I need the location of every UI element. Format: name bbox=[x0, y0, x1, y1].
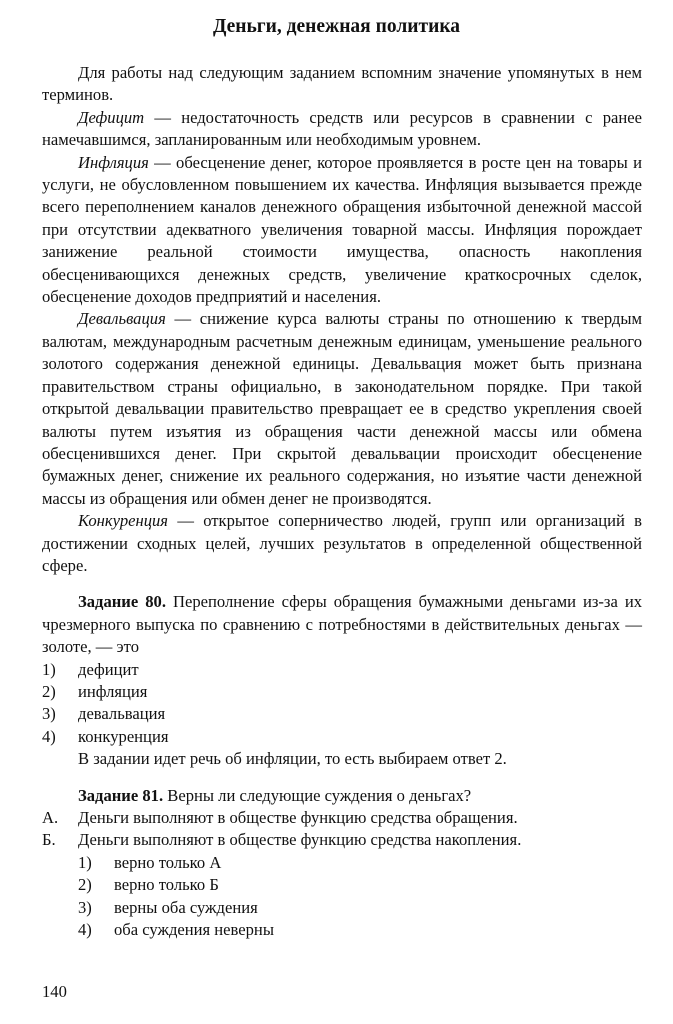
option-text: оба суждения неверны bbox=[114, 920, 274, 940]
task-81 bbox=[42, 785, 642, 942]
task-81-statements bbox=[42, 807, 642, 852]
option-item bbox=[42, 659, 642, 681]
term-paragraph-competition bbox=[42, 510, 642, 577]
option-item bbox=[78, 874, 642, 896]
option-text: верны оба суждения bbox=[114, 897, 258, 917]
option-item bbox=[42, 726, 642, 748]
term-definition: — недостаточность средств или ресурсов в сравнении с ранее намечавшимся, запланированным или необходимым уровнем. bbox=[42, 107, 642, 150]
term-name: Девальвация bbox=[78, 309, 166, 329]
page-number: 140 bbox=[42, 982, 67, 1001]
statement-item bbox=[42, 807, 642, 829]
option-number: 2) bbox=[42, 681, 56, 701]
task-80-options bbox=[42, 659, 642, 749]
task-question-text: Переполнение сферы обращения бумажными деньгами из-за их чрезмерного выпуска по сравнению с потребностями в действительных деньгах — золоте, — это bbox=[42, 592, 643, 657]
task-80 bbox=[42, 591, 642, 770]
option-text: верно только А bbox=[114, 852, 222, 872]
task-label: Задание 81. bbox=[78, 785, 164, 805]
term-definition: — открытое соперничество людей, групп или организаций в достижении сходных целей, лучших результатов в определенной общественной сфере. bbox=[42, 511, 642, 575]
term-paragraph-inflation bbox=[42, 152, 642, 309]
statement-letter: Б. bbox=[42, 830, 56, 850]
statement-text: Деньги выполняют в обществе функцию средства обращения. bbox=[78, 808, 518, 827]
term-name: Дефицит bbox=[78, 107, 145, 127]
option-text: девальвация bbox=[78, 704, 166, 724]
option-number: 1) bbox=[42, 659, 56, 679]
page-title: Деньги, денежная политика bbox=[212, 16, 461, 37]
page-body bbox=[42, 62, 642, 941]
option-text: дефицит bbox=[78, 659, 139, 679]
option-text: инфляция bbox=[78, 681, 148, 701]
task-label: Задание 80. bbox=[78, 592, 166, 612]
task-80-answer: В задании идет речь об инфляции, то есть выбираем ответ 2. bbox=[78, 749, 507, 769]
term-definition: — снижение курса валюты страны по отношению к твердым валютам, международным расчетным денежным единицам, уменьшение реального золотого содержания денежной единицы. Девальвация может быть признана правительством страны официально, в законодательном порядке. При такой открытой девальвации правительство превращает ее в средство укрепления своей валюты путем изъятия из обращения части денежной массы или обмена обесценившихся денег. При скрытой девальвации происходит обесценение бумажных денег, снижение их реального содержания, но изъятие части денежной массы из обращения или обмен денег не производятся. bbox=[42, 309, 642, 508]
term-definition: — обесценение денег, которое проявляется в росте цен на товары и услуги, не обусловленном повышением их качества. Инфляция вызывается прежде всего переполнением каналов денежного обращения избыточной денежной массой при отсутствии адекватного увеличения товарной массы. Инфляция порождает занижение реальной стоимости имущества, опасность накопления обесценивающихся денежных средств, увеличение краткосрочных сделок, обесценение доходов предприятий и населения. bbox=[42, 152, 642, 307]
statement-letter: А. bbox=[42, 808, 59, 827]
option-item bbox=[42, 703, 642, 725]
option-number: 3) bbox=[42, 704, 56, 724]
option-text: верно только Б bbox=[114, 875, 219, 895]
option-number: 2) bbox=[78, 875, 92, 895]
statement-item bbox=[42, 829, 642, 851]
statement-text: Деньги выполняют в обществе функцию средства накопления. bbox=[78, 830, 522, 850]
option-item bbox=[78, 897, 642, 919]
option-number: 1) bbox=[78, 852, 92, 872]
option-number: 3) bbox=[78, 897, 92, 917]
option-item bbox=[42, 681, 642, 703]
task-80-question bbox=[42, 591, 642, 658]
term-paragraph-deficit bbox=[42, 107, 642, 152]
task-question-text: Верны ли следующие суждения о деньгах? bbox=[163, 785, 472, 805]
task-81-options bbox=[42, 852, 642, 942]
task-81-question bbox=[42, 785, 642, 807]
option-number: 4) bbox=[42, 726, 56, 746]
intro-paragraph: Для работы над следующим заданием вспомним значение упомянутых в нем терминов. bbox=[42, 63, 642, 105]
term-name: Инфляция bbox=[78, 152, 149, 172]
term-name: Конкуренция bbox=[78, 511, 169, 531]
term-paragraph-devaluation bbox=[42, 308, 642, 510]
option-item bbox=[78, 919, 642, 941]
option-item bbox=[78, 852, 642, 874]
option-text: конкуренция bbox=[78, 726, 169, 746]
option-number: 4) bbox=[78, 920, 92, 940]
